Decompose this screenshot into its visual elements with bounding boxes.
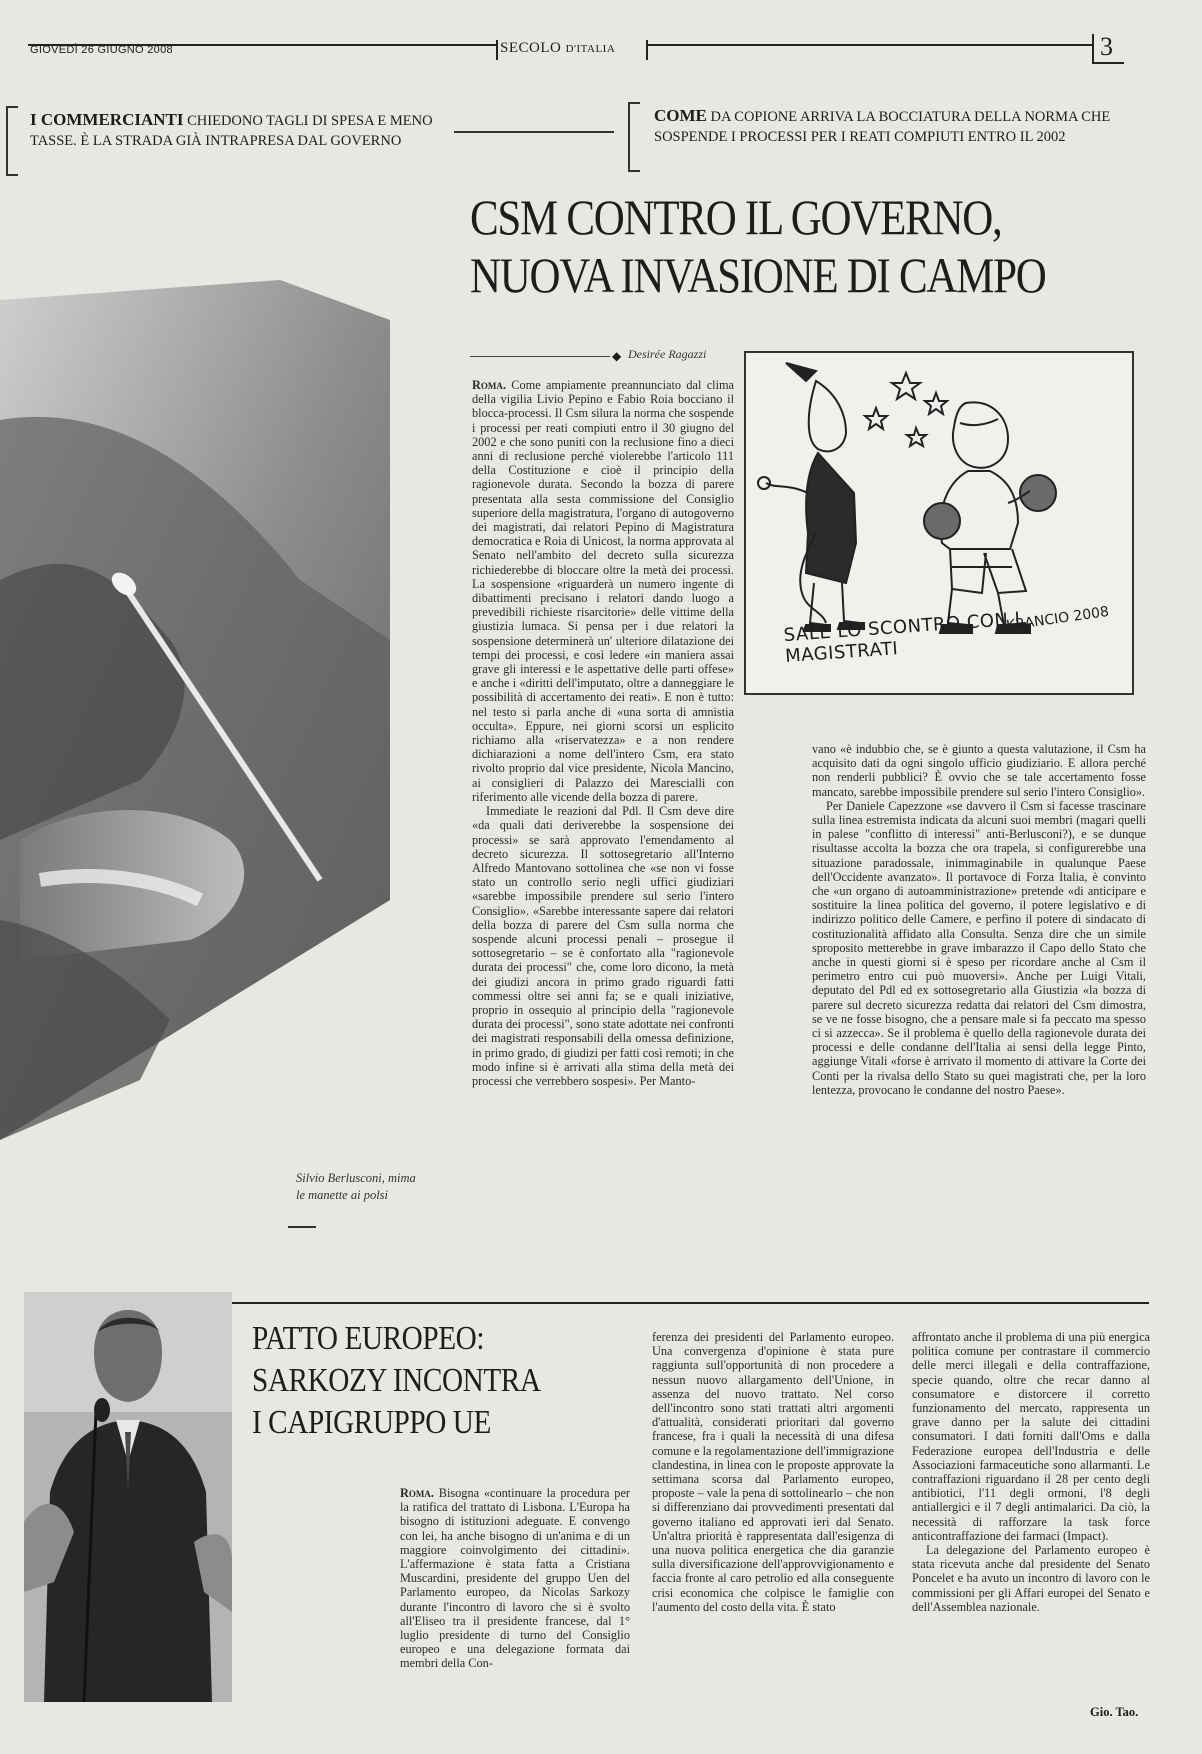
- teaser-text: CHIEDONO TAGLI DI SPESA E MENO TASSE. È LA STRADA GIÀ INTRAPRESA DAL GOVERNO: [30, 113, 433, 149]
- masthead-divider: [646, 40, 648, 60]
- article-column-1: [472, 378, 734, 1260]
- headline-line: NUOVA INVASIONE DI CAMPO: [470, 247, 1046, 303]
- photo-illustration: [24, 1292, 232, 1702]
- photo-caption-rule: [288, 1226, 316, 1228]
- article-text: Bisogna «continuare la procedura per la ratifica del trattato di Lisbona. L'Europa ha bisogno di istituzioni adeguate. E convengo con lei, ha anche bisogno di un'anima e di un maggiore coinvolgimento dei cittadini». L'affermazione è stata fatta a Cristiana Muscardini, presidente del gruppo Uen del Parlamento europeo, da Nicolas Sarkozy durante l'incontro di lavoro che si è svolto all'Eliseo tra il presidente francese, dal 1° luglio presidente di turno del Consiglio europeo e una delegazione formata dai membri della Con-: [400, 1486, 630, 1671]
- teaser-text: DA COPIONE ARRIVA LA BOCCIATURA DELLA NORMA CHE SOSPENDE I PROCESSI PER I REATI COMPIUTI ENTRO IL 2002: [654, 109, 1111, 145]
- dateline: Roma.: [400, 1486, 434, 1500]
- teaser-lead: COME: [654, 106, 707, 125]
- photo-berlusconi: [0, 280, 390, 1140]
- second-article-column-3: [912, 1330, 1150, 1700]
- cartoon-caption: SALE LO SCONTRO CON I MAGISTRATI: [783, 608, 1022, 667]
- article-column-2: [812, 742, 1146, 1262]
- headline-line: CSM CONTRO IL GOVERNO,: [470, 189, 1002, 245]
- teaser-rule: [454, 131, 614, 133]
- publication-suffix: D'ITALIA: [565, 43, 616, 55]
- byline-diamond-icon: ◆: [612, 349, 622, 363]
- publication-name: SECOLO: [500, 40, 562, 56]
- headline-line: I CAPIGRUPPO UE: [252, 1404, 491, 1441]
- byline: Desirée Ragazzi: [628, 347, 707, 361]
- second-article-column-1: [400, 1486, 630, 1718]
- photo-illustration: [0, 280, 390, 1140]
- teaser-lead: I COMMERCIANTI: [30, 110, 184, 129]
- article-paragraph: vano «è indubbio che, se è giunto a questa valutazione, il Csm ha acquisito dati da ogni singolo ufficio giudiziario. E allora perché non renderli pubblici? È ovvio che se tale accertamento fosse mancato, sarebbe impossibile prendere sul serio l'intero Consiglio».: [812, 742, 1146, 799]
- article-paragraph: affrontato anche il problema di una più energica politica comune per contrastare il commercio delle merci illegali e della contraffazione, specie quando, oltre che recar danno al consumatore e distorcere il corretto funzionamento del mercato, rappresenta un grave danno per la salute dei cittadini consumatori. I dati forniti dall'Oms e dalla Federazione europea dell'Industria e delle Associazioni farmaceutiche sono allarmanti. Le contraffazioni riguardano il 28 per cento degli antibiotici, l'11 degli ormoni, l'8 degli antiallergici e il 7 degli antimalarici. Da ciò, la necessità di rafforzare la task force anticontraffazione dei farmaci (Impact).: [912, 1330, 1150, 1543]
- article-paragraph: ferenza dei presidenti del Parlamento europeo. Una convergenza d'opinione è stata pure raggiunta sull'opportunità di non procedere a nessun nuovo allargamento dell'Unione, in assenza del nuovo trattato. Nel corso dell'incontro sono stati trattati altri argomenti d'attualità, considerati prioritari dal governo francese, fra i quali la necessità di una difesa comune e la regolamentazione dell'immigrazione clandestina, in linea con le proposte approvate la settimana scorsa dal Parlamento europeo, proposte – vale la pena di sottolinearlo – che non si differenziano dai provvedimenti presentati dal governo italiano ed approvati ieri dal Senato. Un'altra priorità è rappresentata dall'esigenza di una nuova politica energetica che dia garanzie sulla diversificazione dell'approvvigionamento e faccia fronte al caro petrolio ed alla conseguente crisi economica che colpisce le famiglie con l'aumento del costo della vita. È stato: [652, 1330, 894, 1614]
- page-number: 3: [1100, 32, 1113, 61]
- article-text: Come ampiamente preannunciato dal clima della vigilia Livio Pepino e Fabio Roia bocciano il blocca-processi. Il Csm silura la norma che sospende i processi per reati compiuti entro il 30 giugno del 2002 e che sono puniti con la reclusione fino a dieci anni di reclusione perché violerebbe l'articolo 111 della Costituzione e cioè il principio della ragionevole durata. Secondo la bozza di parere presentata alla sesta commissione del Consiglio superiore della magistratura, l'organo di autogoverno dei magistrati, dai relatori Pepino di Magistratura democratica e Roia di Unicost, la norma approvata al Senato nell'ambito del decreto sulla sicurezza richiederebbe di bloccare oltre la metà dei processi. La sospensione «riguarderà un numero ingente di dibattimenti precisano i relatori dando luogo a prevedibili richieste risarcitorie» delle vittime della giustizia lumaca. Si pensa per i due relatori la sospensione determinerà un' ulteriore dilatazione dei tempi dei processi, e così ledere «in maniera assai grave gli interessi e le aspettative delle parti offese» e anche i «diritti dell'imputato, oltre a danneggiare le possibilità di accertamento dei reati». E non è tutto: nel testo si parla anche di «una sorta di amnistia occulta». Eppure, nei giorni scorsi un esplicito richiamo alla «riservatezza» e a non rendere dichiarazioni a nome dell'intero Csm, era stato rivolto proprio dal vice presidente, Nicola Mancino, ai consiglieri di Palazzo dei Marescialli con riferimento alle vicende della bozza di parere.: [472, 378, 734, 804]
- article-paragraph: Per Daniele Capezzone «se davvero il Csm si facesse trascinare sulla linea estremista indicata da alcuni suoi membri (magari quelli in palese "conflitto di interessi" anti-Berlusconi?), e se dunque risultasse accolta la bozza che ora trapela, si configurerebbe una situazione paradossale, inimmaginabile in qualunque Paese dell'Occidente avanzato». Il portavoce di Forza Italia, è convinto che «un organo di autoamministrazione» pretende «di anticipare e sostituire la linea politica del governo, il potere legislativo e di indirizzo politico delle Camere, e perfino il potere di sindacato di costituzionalità affidato alla Consulta. Senza dire che un simile sproposito metterebbe in grave imbarazzo il Capo dello Stato che anche in questi giorni si è speso per ricordare anche al Csm il perimetro entro cui può muoversi». Anche per Luigi Vitali, deputato del Pdl ed ex sottosegretario alla Giustizia «la bozza di parere sul decreto sicurezza redatta dai relatori del Csm dimostra, se ve ne fosse bisogno, che a pensare male si fa peccato ma spesso ci si azzecca». Se il problema è quello della ragionevole durata dei processi e delle condanne dell'Italia ai sensi della legge Pinto, aggiunge Vitali «forse è arrivato il momento di attivare la Corte dei Conti per la rivalsa dello Stato su quei magistrati che, per la loro lentezza, provocano le condanne del nostro Paese».: [812, 798, 1146, 1097]
- teaser-bracket: [6, 106, 18, 176]
- cartoon-signature: KRANCIO 2008: [1005, 603, 1111, 635]
- article-paragraph: Immediate le reazioni dal Pdl. Il Csm deve dire «da quali dati deriverebbe la sospensione dei processi» se sarà approvato l'emendamento al decreto sicurezza. Il sottosegretario all'Interno Alfredo Mantovano sottolinea che «se non vi fosse stato un controllo serio negli uffici giudiziari «sarebbe impossibile prendere sul serio l'intero Consiglio». «Sarebbe interessante sapere dai relatori della bozza di parere del Csm sulla norma che sospende alcuni processi penali – prosegue il sottosegretario – se è confortato alla "ragionevole durata dei processi" che, come loro dicono, la metà dei giudizi ancora in primo grado riguardi fatti commessi oltre sei anni fa; se e quali iniziative, proprio in ossequio al principio della "ragionevole durata dei processi", sono state adottate nei confronti dei magistrati responsabili della omessa definizione, in primo grado, di giudizi per fatti così remoti; in che modo infine si è arrivati alla stima della metà dei processi che verrebbero sospesi». Per Manto-: [472, 804, 734, 1088]
- photo-caption: Silvio Berlusconi, mima le manette ai polsi: [296, 1171, 416, 1202]
- article-paragraph: La delegazione del Parlamento europeo è stata ricevuta anche dal presidente del Senato Poncelet e ha avuto un incontro di lavoro con le commissioni per gli Affari europei del Senato e dell'Assemblea nazionale.: [912, 1543, 1150, 1614]
- masthead-date: GIOVEDÌ 26 GIUGNO 2008: [30, 44, 173, 56]
- teaser-left: [30, 110, 440, 151]
- photo-sarkozy: [24, 1292, 232, 1702]
- dateline: Roma.: [472, 378, 506, 392]
- byline-rule: [470, 356, 610, 357]
- teaser-right: [654, 106, 1124, 147]
- teaser-bracket: [628, 102, 640, 172]
- article-signature: Gio. Tao.: [1090, 1705, 1139, 1719]
- masthead-divider: [496, 40, 498, 60]
- headline-line: SARKOZY INCONTRA: [252, 1362, 541, 1399]
- editorial-cartoon: [744, 351, 1134, 695]
- second-article-column-2: [652, 1330, 894, 1718]
- headline-line: PATTO EUROPEO:: [252, 1320, 485, 1357]
- masthead-publication: [500, 40, 615, 57]
- main-headline: [470, 188, 1072, 304]
- masthead-rule-right: [648, 44, 1094, 46]
- second-headline: [252, 1318, 544, 1444]
